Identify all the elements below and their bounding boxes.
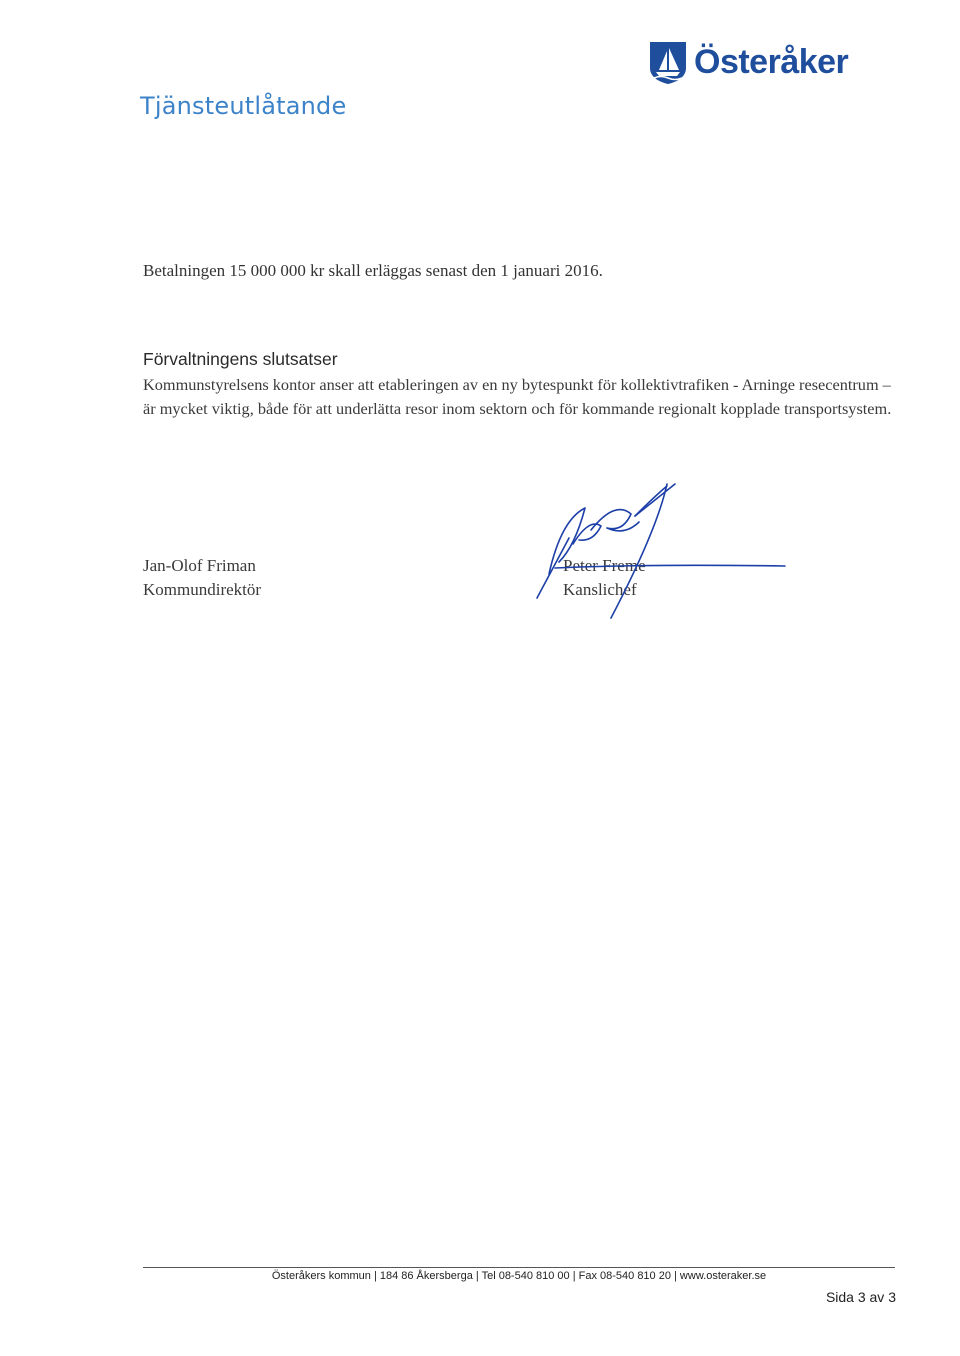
logo-text: Österåker: [694, 43, 849, 81]
signatory-right-title: Kanslichef: [563, 580, 637, 599]
osteraker-emblem-icon: [648, 40, 688, 84]
footer-contact: Österåkers kommun | 184 86 Åkersberga | Tel 08-540 810 00 | Fax 08-540 810 20 | www.osteraker.se: [271, 1270, 767, 1282]
logo: [648, 40, 848, 84]
payment-paragraph: Betalningen 15 000 000 kr skall erläggas senast den 1 januari 2016.: [143, 261, 603, 280]
document-type-title: Tjänsteutlåtande: [140, 92, 347, 120]
page-number: Sida 3 av 3: [825, 1289, 896, 1305]
signatory-left: [143, 554, 261, 602]
footer-divider: [143, 1267, 895, 1268]
signatory-left-name: Jan-Olof Friman: [143, 556, 256, 575]
signatory-left-title: Kommundirektör: [143, 580, 262, 599]
signatory-right-name: Peter Freme: [563, 556, 646, 575]
handwritten-signature: [535, 470, 795, 630]
conclusions-heading: Förvaltningens slutsatser: [143, 349, 338, 369]
conclusions-paragraph: Kommunstyrelsens kontor anser att etableringen av en ny bytespunkt för kollektivtrafiken - Arninge resecentrum – är mycket viktig, både för att underlätta resor inom sektorn och för kommande regionalt kopplade transportsystem.: [143, 375, 892, 418]
